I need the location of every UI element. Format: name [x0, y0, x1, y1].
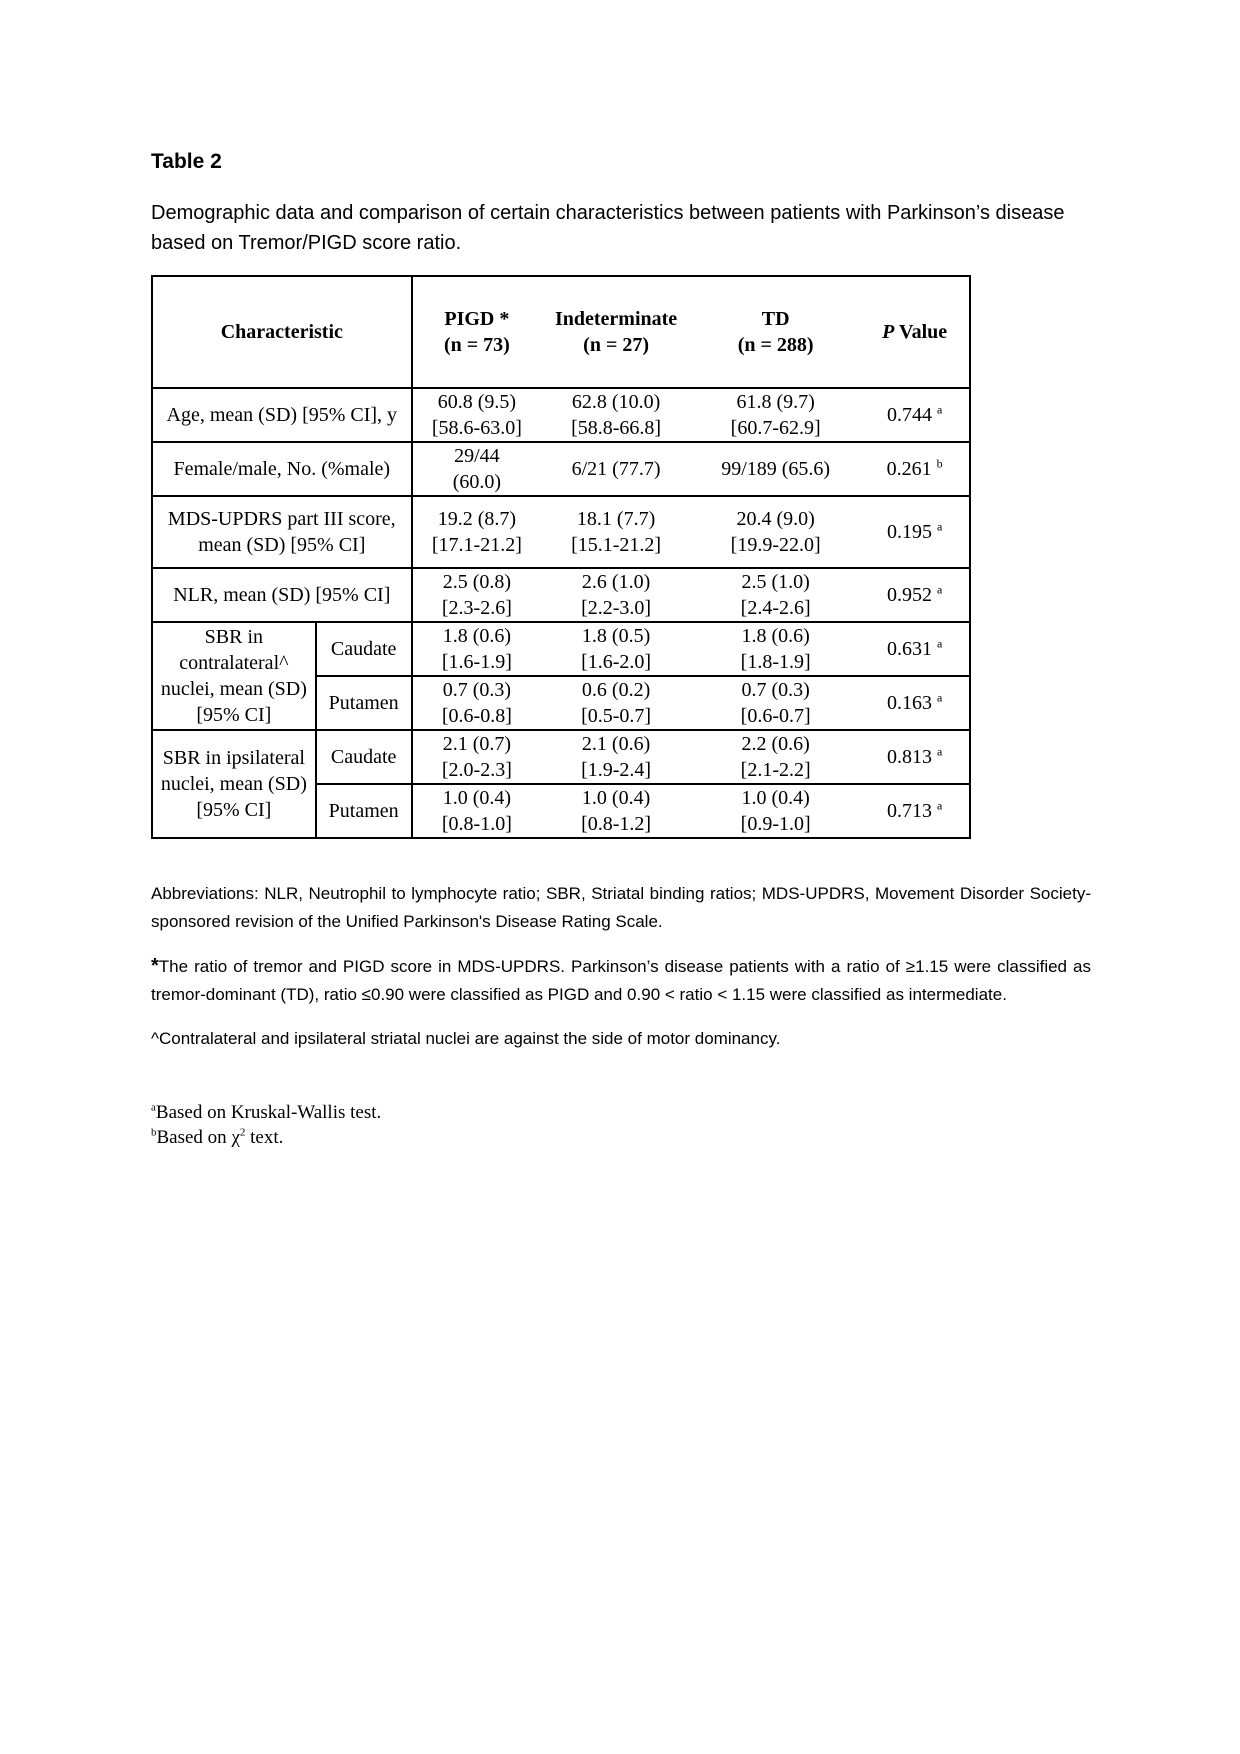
cell-mean: 1.0 (0.4)	[581, 787, 651, 809]
cell-td	[691, 622, 860, 676]
sub-label: Caudate	[316, 622, 412, 676]
cell-indet	[541, 622, 691, 676]
header-td-label: TD	[761, 308, 790, 330]
p-sup: a	[936, 744, 943, 759]
cell-p	[860, 388, 970, 442]
cell-pigd	[412, 388, 542, 442]
cell-indet	[541, 730, 691, 784]
cell-indet: 6/21 (77.7)	[541, 442, 691, 496]
cell-ci: [2.0-2.3]	[441, 759, 512, 781]
p-value: 0.713	[886, 800, 932, 822]
cell-ci: [2.3-2.6]	[441, 597, 512, 619]
header-td	[691, 276, 860, 388]
p-value: 0.163	[886, 692, 932, 714]
cell-ci: [2.2-3.0]	[581, 597, 652, 619]
cell-ci: [0.5-0.7]	[581, 705, 652, 727]
cell-pigd	[412, 730, 542, 784]
cell-mean: 19.2 (8.7)	[437, 508, 517, 530]
cell-ci: [58.6-63.0]	[431, 417, 522, 439]
star-note	[151, 952, 1091, 1009]
cell-mean: 29/44	[454, 445, 500, 467]
cell-indet	[541, 388, 691, 442]
cell-p	[860, 568, 970, 622]
sub-label: Putamen	[316, 784, 412, 838]
cell-td	[691, 676, 860, 730]
data-table	[151, 275, 971, 839]
cell-td	[691, 388, 860, 442]
cell-indet	[541, 568, 691, 622]
cell-ci: [0.9-1.0]	[740, 813, 811, 835]
header-p-rest: Value	[894, 321, 948, 343]
chi-symbol: χ	[231, 1127, 240, 1148]
table-caption: Demographic data and comparison of certain characteristics between patients with Parkinson’s disease based on Tremor/PIGD score ratio.	[151, 202, 1065, 254]
cell-ci: [1.6-2.0]	[581, 651, 652, 673]
p-sup: a	[936, 636, 943, 651]
p-value: 0.261	[886, 458, 932, 480]
cell-mean: 1.8 (0.5)	[581, 625, 651, 647]
p-sup: a	[936, 798, 943, 813]
group-label: SBR in contralateral^ nuclei, mean (SD) [95% CI]	[152, 622, 316, 730]
cell-ci: [2.4-2.6]	[740, 597, 811, 619]
cell-indet	[541, 676, 691, 730]
row-label: Age, mean (SD) [95% CI], y	[152, 388, 412, 442]
cell-ci: [0.6-0.8]	[441, 705, 512, 727]
cell-ci: [17.1-21.2]	[431, 534, 522, 556]
cell-td	[691, 568, 860, 622]
cell-indet	[541, 784, 691, 838]
cell-td	[691, 730, 860, 784]
header-indet-n: (n = 27)	[583, 334, 649, 356]
cell-p	[860, 784, 970, 838]
footnote-b-sup: b	[151, 1126, 157, 1139]
header-td-n: (n = 288)	[737, 334, 814, 356]
group-label: SBR in ipsilateral nuclei, mean (SD) [95% CI]	[152, 730, 316, 838]
p-value: 0.195	[886, 521, 932, 543]
cell-p	[860, 676, 970, 730]
cell-ci: [2.1-2.2]	[740, 759, 811, 781]
cell-p	[860, 442, 970, 496]
cell-ci: [1.8-1.9]	[740, 651, 811, 673]
cell-mean: 1.0 (0.4)	[442, 787, 512, 809]
table-title: Table 2	[151, 150, 222, 173]
cell-ci: (60.0)	[452, 471, 502, 493]
cell-p	[860, 496, 970, 568]
header-pigd-label: PIGD *	[444, 308, 510, 330]
cell-td: 99/189 (65.6)	[691, 442, 860, 496]
cell-mean: 2.1 (0.7)	[442, 733, 512, 755]
table-row	[152, 388, 970, 442]
cell-mean: 1.0 (0.4)	[741, 787, 810, 809]
row-label-line1: MDS-UPDRS part III score,	[167, 508, 396, 530]
p-value: 0.631	[886, 638, 932, 660]
cell-pigd	[412, 496, 542, 568]
header-row	[152, 276, 970, 388]
p-sup: a	[936, 690, 943, 705]
cell-mean: 62.8 (10.0)	[571, 391, 661, 413]
header-characteristic: Characteristic	[152, 276, 412, 388]
cell-mean: 1.8 (0.6)	[741, 625, 810, 647]
star-note-text: The ratio of tremor and PIGD score in MDS-UPDRS. Parkinson’s disease patients with a ratio of ≥1.15 were classified as tremor-dominant (TD), ratio ≤0.90 were classified as PIGD and 0.90 < ratio < 1.15 were classified as intermediate.	[151, 957, 1091, 1004]
chi-sup: 2	[239, 1126, 246, 1139]
cell-mean: 0.7 (0.3)	[741, 679, 810, 701]
row-label	[152, 496, 412, 568]
footnote-b-text-2: text.	[245, 1127, 284, 1148]
sub-label: Putamen	[316, 676, 412, 730]
p-sup: a	[936, 582, 943, 597]
header-pigd-n: (n = 73)	[443, 334, 510, 356]
cell-mean: 18.1 (7.7)	[576, 508, 656, 530]
header-indet-label: Indeterminate	[554, 308, 678, 330]
footnote-a-sup: a	[151, 1101, 156, 1114]
cell-p	[860, 622, 970, 676]
cell-ci: [58.8-66.8]	[571, 417, 662, 439]
cell-mean: 2.6 (1.0)	[581, 571, 651, 593]
header-indeterminate	[541, 276, 691, 388]
cell-mean: 2.5 (0.8)	[442, 571, 512, 593]
cell-td	[691, 784, 860, 838]
cell-mean: 0.7 (0.3)	[442, 679, 512, 701]
cell-p	[860, 730, 970, 784]
caret-note: ^Contralateral and ipsilateral striatal nuclei are against the side of motor dominancy.	[151, 1029, 781, 1048]
table-row	[152, 442, 970, 496]
cell-td	[691, 496, 860, 568]
cell-mean: 61.8 (9.7)	[736, 391, 815, 413]
table-row	[152, 622, 970, 676]
cell-mean: 1.8 (0.6)	[442, 625, 512, 647]
table-row	[152, 730, 970, 784]
cell-mean: 0.6 (0.2)	[581, 679, 651, 701]
cell-mean: 2.5 (1.0)	[741, 571, 810, 593]
p-sup: a	[936, 519, 943, 534]
cell-ci: [15.1-21.2]	[571, 534, 662, 556]
header-pigd	[412, 276, 542, 388]
p-sup: b	[936, 456, 943, 471]
header-p-value	[860, 276, 970, 388]
cell-mean: 20.4 (9.0)	[736, 508, 815, 530]
cell-pigd	[412, 568, 542, 622]
cell-ci: [1.9-2.4]	[581, 759, 652, 781]
row-label-line2: mean (SD) [95% CI]	[198, 534, 366, 556]
footnote-b	[151, 1125, 381, 1150]
cell-ci: [60.7-62.9]	[730, 417, 821, 439]
table-notes	[151, 880, 1091, 1069]
footnotes	[151, 1100, 381, 1150]
header-p-italic: P	[882, 321, 895, 343]
star-symbol: *	[151, 955, 159, 977]
cell-pigd	[412, 442, 542, 496]
table-row	[152, 568, 970, 622]
cell-ci: [0.8-1.0]	[441, 813, 512, 835]
cell-ci: [0.8-1.2]	[581, 813, 652, 835]
footnote-b-text-1: Based on	[156, 1127, 232, 1148]
cell-pigd	[412, 622, 542, 676]
cell-mean: 2.2 (0.6)	[741, 733, 810, 755]
table-row	[152, 496, 970, 568]
footnote-a	[151, 1100, 381, 1125]
cell-pigd	[412, 676, 542, 730]
p-value: 0.744	[886, 404, 932, 426]
footnote-a-text: Based on Kruskal-Wallis test.	[155, 1102, 382, 1123]
cell-mean: 60.8 (9.5)	[437, 391, 517, 413]
row-label: NLR, mean (SD) [95% CI]	[152, 568, 412, 622]
cell-ci: [1.6-1.9]	[441, 651, 512, 673]
p-sup: a	[936, 402, 943, 417]
p-value: 0.952	[886, 584, 932, 606]
cell-indet	[541, 496, 691, 568]
sub-label: Caudate	[316, 730, 412, 784]
cell-mean: 2.1 (0.6)	[581, 733, 651, 755]
cell-pigd	[412, 784, 542, 838]
abbreviations-note: Abbreviations: NLR, Neutrophil to lymphocyte ratio; SBR, Striatal binding ratios; MDS-UPDRS, Movement Disorder Society-sponsored revision of the Unified Parkinson's Disease Rating Scale.	[151, 884, 1091, 931]
cell-ci: [0.6-0.7]	[740, 705, 811, 727]
cell-ci: [19.9-22.0]	[730, 534, 821, 556]
row-label: Female/male, No. (%male)	[152, 442, 412, 496]
p-value: 0.813	[886, 746, 932, 768]
